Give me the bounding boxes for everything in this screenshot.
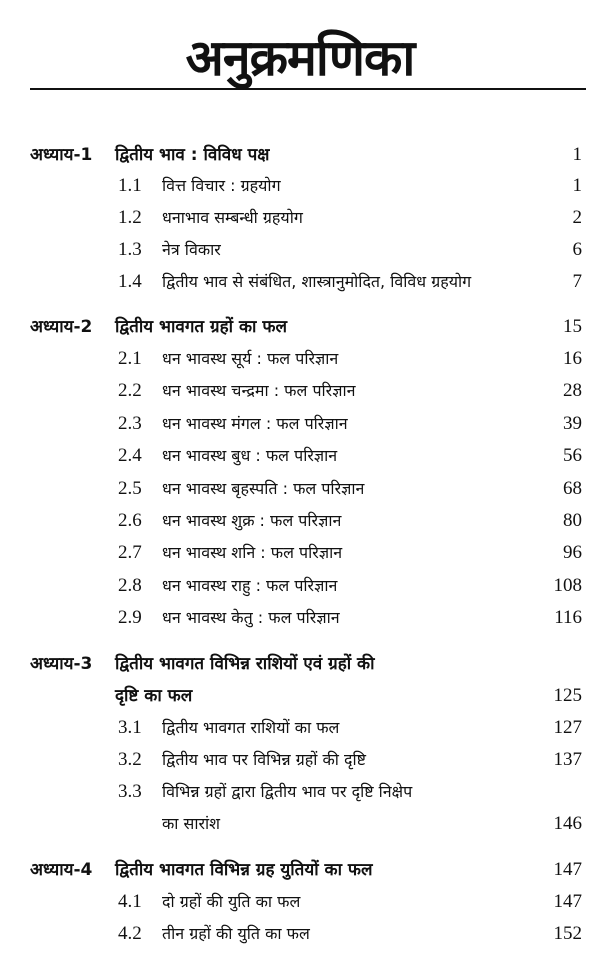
- page-number: 28: [563, 380, 582, 401]
- page-number: 147: [553, 891, 582, 912]
- page-number: 56: [563, 445, 582, 466]
- toc-entry: [0, 919, 600, 949]
- section-number: 2.6: [118, 510, 142, 531]
- toc-entry: [0, 203, 600, 233]
- chapter-title: द्वितीय भावगत विभिन्न ग्रह युतियों का फल: [115, 860, 373, 880]
- page-number: 68: [563, 478, 582, 499]
- toc-entry: [0, 267, 600, 297]
- page-number: 15: [563, 316, 582, 337]
- page-number: 2: [572, 207, 582, 228]
- chapter-label: अध्याय-1: [30, 145, 93, 165]
- section-number: 2.2: [118, 380, 142, 401]
- toc-entry: [0, 603, 600, 633]
- toc-entry: [0, 538, 600, 568]
- section-title: विभिन्न ग्रहों द्वारा द्वितीय भाव पर दृष्टि निक्षेप: [162, 782, 413, 801]
- page-number: 1: [572, 144, 582, 165]
- section-title-cont: का सारांश: [162, 814, 221, 833]
- chapter-label: अध्याय-2: [30, 317, 93, 337]
- section-title: द्वितीय भाव से संबंधित, शास्त्रानुमोदित, विविध ग्रहयोग: [162, 272, 472, 291]
- page-number: 116: [554, 607, 582, 628]
- title-rule: [30, 88, 586, 90]
- section-number: 3.1: [118, 717, 142, 738]
- section-number: 2.5: [118, 478, 142, 499]
- section-title: धन भावस्थ सूर्य : फल परिज्ञान: [162, 349, 339, 368]
- section-number: 1.1: [118, 175, 142, 196]
- page-number: 16: [563, 348, 582, 369]
- toc-chapter-2: [0, 312, 600, 342]
- chapter-title: द्वितीय भावगत विभिन्न राशियों एवं ग्रहों की: [115, 654, 375, 674]
- toc-entry: [0, 713, 600, 743]
- section-number: 4.1: [118, 891, 142, 912]
- toc-chapter-3: [0, 649, 600, 679]
- section-number: 1.4: [118, 271, 142, 292]
- toc-entry: [0, 376, 600, 406]
- toc-entry: [0, 777, 600, 807]
- page-number: 147: [553, 859, 582, 880]
- section-title: धनाभाव सम्बन्धी ग्रहयोग: [162, 208, 303, 227]
- section-title: धन भावस्थ बुध : फल परिज्ञान: [162, 446, 338, 465]
- section-title: दो ग्रहों की युति का फल: [162, 892, 301, 911]
- section-title: धन भावस्थ केतु : फल परिज्ञान: [162, 608, 340, 627]
- toc-entry: [0, 441, 600, 471]
- section-title: धन भावस्थ राहु : फल परिज्ञान: [162, 576, 338, 595]
- section-title: धन भावस्थ शुक्र : फल परिज्ञान: [162, 511, 342, 530]
- toc-entry: [0, 474, 600, 504]
- page-number: 127: [553, 717, 582, 738]
- section-title: धन भावस्थ बृहस्पति : फल परिज्ञान: [162, 479, 365, 498]
- page-number: 7: [572, 271, 582, 292]
- page-number: 1: [572, 175, 582, 196]
- chapter-title-cont: दृष्टि का फल: [115, 686, 193, 706]
- page-number: 137: [553, 749, 582, 770]
- section-number: 2.8: [118, 575, 142, 596]
- page-number: 146: [553, 813, 582, 834]
- section-title: धन भावस्थ शनि : फल परिज्ञान: [162, 543, 343, 562]
- section-number: 4.2: [118, 923, 142, 944]
- section-title: तीन ग्रहों की युति का फल: [162, 924, 310, 943]
- page-number: 152: [553, 923, 582, 944]
- toc-entry: [0, 745, 600, 775]
- page-number: 125: [553, 685, 582, 706]
- chapter-title: द्वितीय भावगत ग्रहों का फल: [115, 317, 287, 337]
- page-number: 6: [572, 239, 582, 260]
- section-number: 2.9: [118, 607, 142, 628]
- toc-entry: [0, 344, 600, 374]
- section-number: 3.2: [118, 749, 142, 770]
- toc-entry: [0, 235, 600, 265]
- toc-chapter-4: [0, 855, 600, 885]
- toc-entry: [0, 887, 600, 917]
- section-title: वित्त विचार : ग्रहयोग: [162, 176, 281, 195]
- section-title: द्वितीय भावगत राशियों का फल: [162, 718, 340, 737]
- chapter-title: द्वितीय भाव : विविध पक्ष: [115, 145, 270, 165]
- toc-entry: [0, 506, 600, 536]
- section-number: 1.3: [118, 239, 142, 260]
- section-title: द्वितीय भाव पर विभिन्न ग्रहों की दृष्टि: [162, 750, 366, 769]
- page-number: 96: [563, 542, 582, 563]
- chapter-label: अध्याय-4: [30, 860, 93, 880]
- page-number: 39: [563, 413, 582, 434]
- page-number: 80: [563, 510, 582, 531]
- toc-entry-cont: [0, 809, 600, 839]
- page-title: अनुक्रमणिका: [185, 29, 415, 87]
- section-title: धन भावस्थ मंगल : फल परिज्ञान: [162, 414, 348, 433]
- toc-entry: [0, 571, 600, 601]
- section-number: 1.2: [118, 207, 142, 228]
- section-number: 2.1: [118, 348, 142, 369]
- section-title: नेत्र विकार: [162, 240, 221, 259]
- toc-chapter-1: [0, 140, 600, 170]
- section-number: 2.3: [118, 413, 142, 434]
- toc-entry: [0, 409, 600, 439]
- section-title: धन भावस्थ चन्द्रमा : फल परिज्ञान: [162, 381, 356, 400]
- chapter-label: अध्याय-3: [30, 654, 93, 674]
- toc-entry: [0, 171, 600, 201]
- page-number: 108: [553, 575, 582, 596]
- toc-chapter-3-cont: [0, 681, 600, 711]
- section-number: 2.4: [118, 445, 142, 466]
- section-number: 2.7: [118, 542, 142, 563]
- section-number: 3.3: [118, 781, 142, 802]
